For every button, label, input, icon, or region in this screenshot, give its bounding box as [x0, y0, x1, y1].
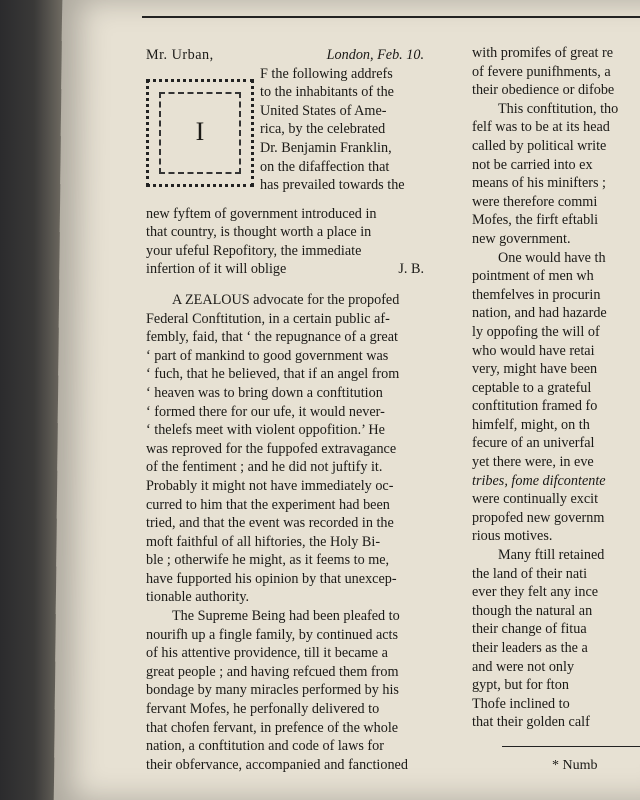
dropcap-letter: I [195, 117, 205, 147]
right-column [472, 44, 640, 776]
body-line: nourifh up a fingle family, by continued acts [146, 626, 399, 643]
top-rule [142, 16, 640, 18]
body-line: have fupported his opinion by that unexcep- [146, 570, 397, 587]
salutation: Mr. Urban, [146, 47, 214, 63]
body-line: their obedience or difobe [472, 82, 615, 99]
body-line: were continually excit [472, 491, 599, 508]
body-line: that their golden calf [472, 714, 590, 731]
body-line: not be carried into ex [472, 156, 593, 173]
body-line: rious motives. [472, 528, 553, 545]
body-line: ‘ part of mankind to good government was [146, 347, 389, 364]
intro-line: on the difaffection that [260, 158, 390, 175]
body-line: Mofes, the firft eftabli [472, 212, 599, 229]
body-line: their leaders as the a [472, 640, 588, 656]
body-line: Many ftill retained [498, 547, 605, 564]
paragraph-2 [146, 607, 472, 774]
body-line: their obfervance, accompanied and fanctioned [146, 756, 408, 773]
letter-header [146, 46, 472, 65]
intro-line: United States of Ame- [260, 102, 387, 119]
body-line: very, might have been [472, 361, 598, 378]
body-line: ly oppofing the will of [472, 323, 600, 340]
body-line: yet there were, in eve [472, 454, 594, 471]
body-line: ever they felt any ince [472, 584, 599, 601]
ornamental-dropcap [146, 79, 254, 187]
body-line: propofed new governm [472, 509, 605, 526]
body-line: fervant Mofes, he perfonally delivered to [146, 701, 380, 718]
body-line: the land of their nati [472, 565, 588, 582]
body-line: ‘ thelefs meet with violent oppofition.’ He [146, 422, 385, 439]
body-line: fembly, faid, that ‘ the repugnance of a great [146, 329, 398, 346]
body-line: ble ; otherwife he might, as it feems to me, [146, 552, 390, 569]
body-line: tried, and that the event was recorded in the [146, 515, 394, 532]
dropcap-block [146, 65, 472, 205]
body-line: felf was to be at its head [472, 119, 610, 136]
body-line: gypt, but for fton [472, 677, 569, 694]
paragraph-1 [146, 291, 472, 607]
body-line: of the fentiment ; and he did not juftify it. [146, 459, 383, 476]
body-line: Thofe inclined to [472, 695, 570, 712]
intro-wrapped-lines [260, 65, 405, 195]
intro-line: rica, by the celebrated [260, 121, 386, 138]
body-line: was reproved for the fuppofed extravagance [146, 440, 397, 457]
body-line: ‘ formed there for our ufe, it would never- [146, 403, 385, 420]
body-line: bondage by many miracles performed by his [146, 682, 399, 699]
body-line: A ZEALOUS advocate for the propofed [172, 291, 400, 308]
body-line: moft faithful of all hiftories, the Holy Bi- [146, 533, 381, 550]
body-line: One would have th [498, 249, 606, 266]
body-line: tribes, fome difcontente [472, 472, 606, 489]
body-line: himfelf, might, on th [472, 416, 590, 433]
intro-line: Dr. Benjamin Franklin, [260, 139, 392, 156]
body-line: ‘ fuch, that he believed, that if an angel from [146, 366, 400, 383]
body-line: fecure of an univerfal [472, 435, 595, 452]
body-line: of his attentive providence, till it became a [146, 645, 388, 662]
body-line: ceptable to a grateful [472, 379, 592, 396]
footnote-marker: * Numb [552, 757, 598, 773]
body-line: their change of fitua [472, 621, 587, 638]
intro-line: F the following addrefs [260, 65, 393, 82]
body-line: pointment of men wh [472, 268, 594, 285]
body-line: with promifes of great re [472, 45, 614, 61]
body-line: new government. [472, 230, 571, 247]
column-separator [502, 746, 640, 747]
binding-spine [0, 0, 62, 800]
intro-line: to the inhabitants of the [260, 84, 394, 101]
signature-text: infertion of it will oblige [146, 261, 287, 278]
body-line: means of his minifters ; [472, 175, 606, 192]
body-line: and were not only [472, 658, 575, 675]
intro-line: that country, is thought worth a place in [146, 224, 372, 241]
body-line: tionable authority. [146, 589, 250, 606]
body-line: ‘ heaven was to bring down a conftitution [146, 384, 383, 401]
body-line: called by political write [472, 137, 607, 154]
body-line: great people ; and having refcued them from [146, 663, 399, 680]
body-line: nation, and had hazarde [472, 305, 607, 322]
body-line: curred to him that the experiment had been [146, 496, 390, 513]
body-line: of fevere punifhments, a [472, 63, 611, 80]
body-line: The Supreme Being had been pleafed to [172, 608, 400, 625]
intro-line: new fyftem of government introduced in [146, 205, 377, 222]
body-line: were therefore commi [472, 193, 598, 210]
body-line: conftitution framed fo [472, 398, 598, 415]
left-column [146, 46, 472, 774]
body-line: nation, a conftitution and code of laws for [146, 738, 384, 755]
intro-line: has prevailed towards the [260, 177, 405, 194]
body-line: Federal Conftitution, in a certain public af- [146, 310, 390, 327]
signature-line [146, 260, 472, 279]
body-line: who would have retai [472, 342, 595, 359]
body-line: This conftitution, tho [498, 100, 619, 117]
body-line: Probably it might not have immediately oc- [146, 477, 394, 494]
intro-line: your ufeful Repofitory, the immediate [146, 242, 362, 259]
body-line: themfelves in procurin [472, 286, 601, 303]
body-line: though the natural an [472, 602, 593, 619]
signature-initials: J. B. [398, 261, 424, 278]
dateline: London, Feb. 10. [326, 47, 424, 63]
body-line: that chofen fervant, in prefence of the whole [146, 719, 399, 736]
